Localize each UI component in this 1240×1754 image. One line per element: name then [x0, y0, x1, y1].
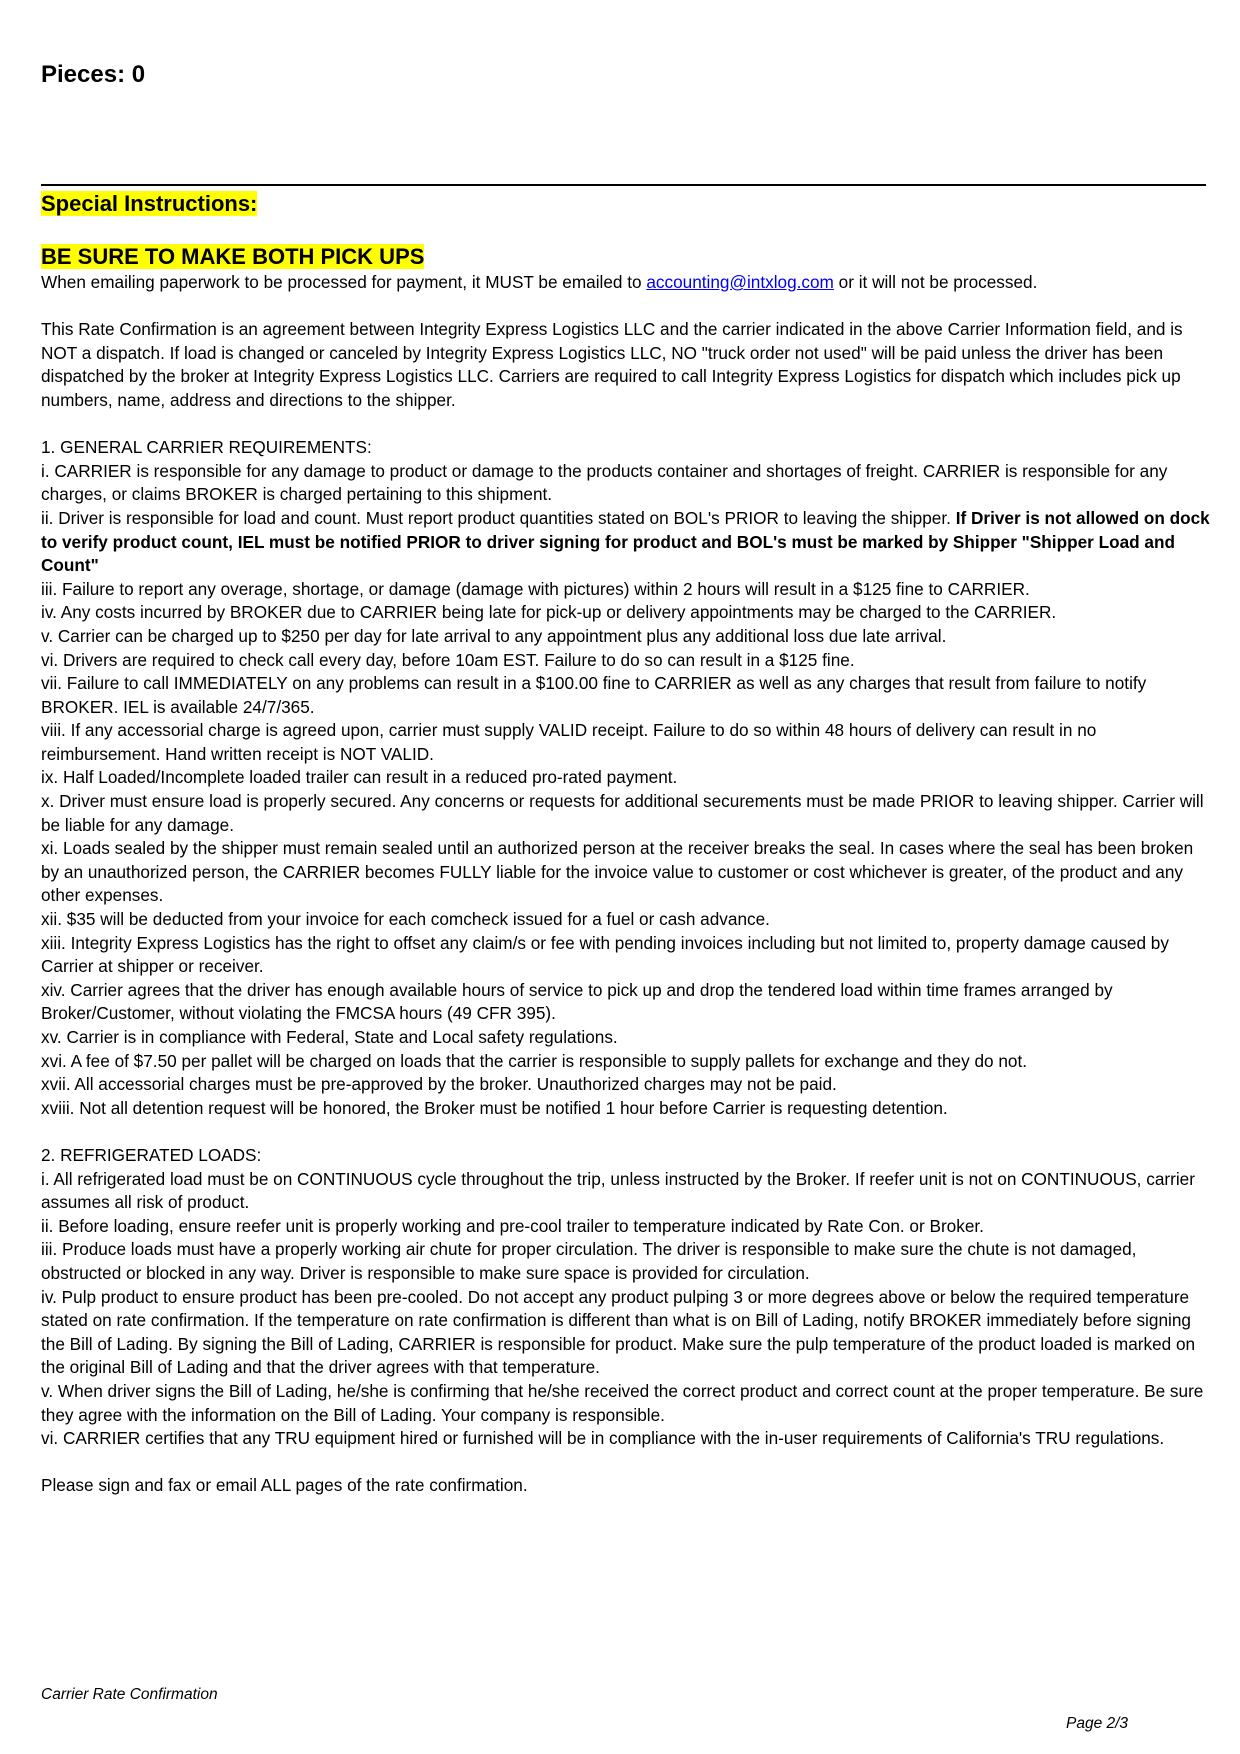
special-instructions-heading-row	[41, 190, 1211, 220]
accounting-email-link[interactable]: accounting@intxlog.com	[646, 272, 834, 292]
refrigerated-item: iii. Produce loads must have a properly working air chute for proper circulation. The driver is responsible to make sure the chute is not damaged, obstructed or blocked in any way. Driver is responsible to make sure space is provided for circulation.	[41, 1239, 1137, 1283]
rate-confirmation-body	[41, 190, 1211, 1498]
closing-instruction: Please sign and fax or email ALL pages of the rate confirmation.	[41, 1475, 528, 1496]
section-divider	[41, 184, 1206, 186]
general-item: iv. Any costs incurred by BROKER due to CARRIER being late for pick-up or delivery appointments may be charged to the CARRIER.	[41, 602, 1057, 623]
general-item: xv. Carrier is in compliance with Federal, State and Local safety regulations.	[41, 1027, 618, 1047]
refrigerated-item: iv. Pulp product to ensure product has been pre-cooled. Do not accept any product pulping 3 or more degrees above or below the required temperature stated on rate confirmation. If the temperature on rate confirmation is different than what is on Bill of Lading, notify BROKER immediately before signing the Bill of Lading. By signing the Bill of Lading, CARRIER is responsible for product. Make sure the pulp temperature of the product loaded is marked on the original Bill of Lading and that the driver agrees with that temperature.	[41, 1286, 1196, 1378]
general-item: xvii. All accessorial charges must be pre-approved by the broker. Unauthorized charges may not be paid.	[41, 1074, 837, 1095]
general-item: xvi. A fee of $7.50 per pallet will be charged on loads that the carrier is responsible to supply pallets for exchange and they do not.	[41, 1050, 1028, 1071]
general-item: xi. Loads sealed by the shipper must remain sealed until an authorized person at the receiver breaks the seal. In cases where the seal has been broken by an unauthorized person, the CARRIER becomes FULLY liable for the invoice value to customer or cost whichever is greater, of the product and any other expenses.	[41, 838, 1194, 906]
general-item: ix. Half Loaded/Incomplete loaded trailer can result in a reduced pro-rated payment.	[41, 767, 678, 788]
general-item: xii. $35 will be deducted from your invoice for each comcheck issued for a fuel or cash advance.	[41, 909, 770, 930]
pickups-heading-row	[41, 243, 1211, 271]
refrigerated-item: ii. Before loading, ensure reefer unit is properly working and pre-cool trailer to temperature indicated by Rate Con. or Broker.	[41, 1215, 984, 1236]
general-item: iii. Failure to report any overage, shortage, or damage (damage with pictures) within 2 hours will result in a $125 fine to CARRIER.	[41, 578, 1030, 599]
footer-page-number: Page 2/3	[1066, 1715, 1129, 1732]
pieces-count: Pieces: 0	[41, 61, 146, 88]
email-instruction	[41, 271, 1211, 295]
general-item: x. Driver must ensure load is properly secured. Any concerns or requests for additional securements must be made PRIOR to leaving shipper. Carrier will be liable for any damage.	[41, 791, 1204, 835]
footer-document-title: Carrier Rate Confirmation	[41, 1686, 218, 1703]
special-instructions-heading: Special Instructions:	[41, 191, 258, 216]
refrigerated-item: i. All refrigerated load must be on CONTINUOUS cycle throughout the trip, unless instructed by the Broker. If reefer unit is not on CONTINUOUS, carrier assumes all risk of product.	[41, 1168, 1195, 1213]
agreement-paragraph: This Rate Confirmation is an agreement between Integrity Express Logistics LLC and the carrier indicated in the above Carrier Information field, and is NOT a dispatch. If load is changed or canceled by Integrity Express Logistics LLC, NO "truck order not used" will be paid unless the driver has been dispatched by the broker at Integrity Express Logistics LLC. Carriers are required to call Integrity Express Logistics for dispatch which includes pick up numbers, name, address and directions to the shipper.	[41, 319, 1183, 410]
general-item: viii. If any accessorial charge is agreed upon, carrier must supply VALID receipt. Failure to do so within 48 hours of delivery can result in no reimbursement. Hand written receipt is NOT VALID.	[41, 720, 1097, 764]
refrigerated-loads-heading: 2. REFRIGERATED LOADS:	[41, 1144, 262, 1165]
general-item	[41, 507, 1211, 578]
general-requirements-heading: 1. GENERAL CARRIER REQUIREMENTS:	[41, 437, 372, 458]
general-item: xviii. Not all detention request will be honored, the Broker must be notified 1 hour before Carrier is requesting detention.	[41, 1097, 948, 1118]
general-item: xiv. Carrier agrees that the driver has enough available hours of service to pick up and drop the tendered load within time frames arranged by Broker/Customer, without violating the FMCSA hours (49 CFR 395).	[41, 979, 1113, 1024]
general-item: v. Carrier can be charged up to $250 per day for late arrival to any appointment plus any additional loss due late arrival.	[41, 625, 947, 646]
general-item: i. CARRIER is responsible for any damage to product or damage to the products container and shortages of freight. CARRIER is responsible for any charges, or claims BROKER is charged pertaining to this shipment.	[41, 460, 1168, 505]
general-item: vi. Drivers are required to check call every day, before 10am EST. Failure to do so can result in a $125 fine.	[41, 649, 855, 670]
refrigerated-item: v. When driver signs the Bill of Lading, he/she is confirming that he/she received the correct product and correct count at the proper temperature. Be sure they agree with the information on the Bill of Lading. Your company is responsible.	[41, 1380, 1204, 1425]
general-item: xiii. Integrity Express Logistics has the right to offset any claim/s or fee with pending invoices including but not limited to, property damage caused by Carrier at shipper or receiver.	[41, 932, 1169, 977]
general-item: vii. Failure to call IMMEDIATELY on any problems can result in a $100.00 fine to CARRIER as well as any charges that result from failure to notify BROKER. IEL is available 24/7/365.	[41, 673, 1147, 717]
email-instruction-before: When emailing paperwork to be processed for payment, it MUST be emailed to	[41, 272, 647, 292]
general-item-text: ii. Driver is responsible for load and count. Must report product quantities stated on BOL's PRIOR to leaving the shipper.	[41, 507, 956, 528]
refrigerated-item: vi. CARRIER certifies that any TRU equipment hired or furnished will be in compliance with the in-user requirements of California's TRU regulations.	[41, 1428, 1165, 1449]
email-instruction-after: or it will not be processed.	[833, 272, 1038, 292]
pickups-heading: BE SURE TO MAKE BOTH PICK UPS	[41, 244, 425, 269]
general-item-bold-text: If Driver is not allowed on dock to verify product count, IEL must be notified PRIOR to driver signing for product and BOL's must be marked by Shipper "Shipper Load and Count"	[41, 507, 1210, 576]
